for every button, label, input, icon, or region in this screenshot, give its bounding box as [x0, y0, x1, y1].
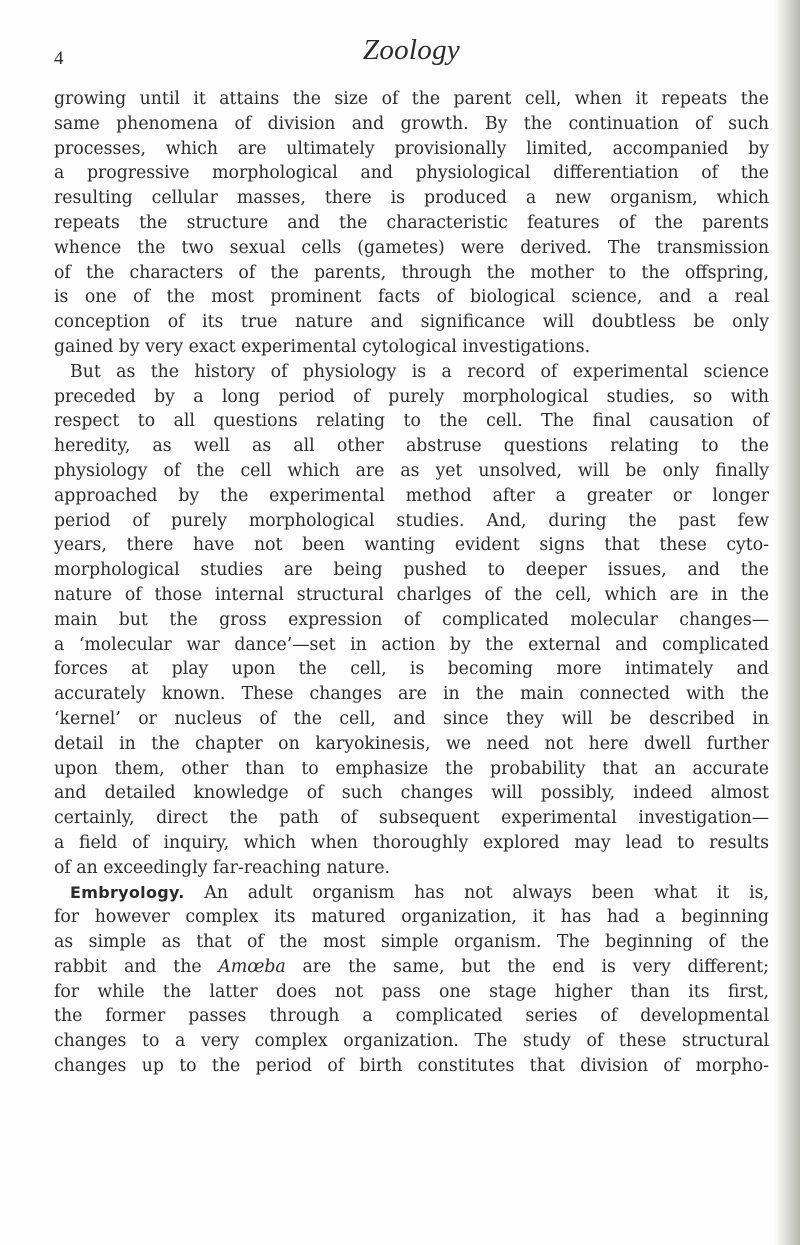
text-line: of an exceedingly far-reaching nature.: [54, 857, 390, 878]
text-line: years, there have not been wanting evident signs that these cyto-: [54, 535, 769, 556]
text-line: morphological studies are being pushed to deeper issues, and the: [54, 560, 769, 581]
section-heading: Embryology.: [70, 882, 185, 902]
italic-term: Amœba: [218, 956, 286, 977]
text-line: respect to all questions relating to the cell. The final causation of: [54, 411, 769, 432]
text-line: is one of the most prominent facts of biological science, and a real: [54, 287, 769, 308]
text-line: gained by very exact experimental cytological investigations.: [54, 336, 591, 357]
text-line: But as the history of physiology is a record of experimental science: [70, 361, 769, 382]
text-line: preceded by a long period of purely morphological studies, so with: [54, 386, 769, 407]
text-line: processes, which are ultimately provisionally limited, accompanied by: [54, 138, 769, 159]
text-line: as simple as that of the most simple organism. The beginning of the: [54, 932, 769, 953]
text-line: forces at play upon the cell, is becoming more intimately and: [54, 659, 769, 680]
text-line: ‘kernel’ or nucleus of the cell, and since they will be described in: [54, 708, 769, 729]
paragraph-2: [54, 360, 769, 881]
text-line: and detailed knowledge of such changes will possibly, indeed almost: [54, 783, 769, 804]
text-line-mixed: [54, 955, 769, 980]
text-line: approached by the experimental method after a greater or longer: [54, 485, 769, 506]
paragraph-1: [54, 87, 769, 360]
text-line: for while the latter does not pass one stage higher than its first,: [54, 981, 769, 1002]
page-edge-shadow: [774, 0, 800, 1245]
text-line: resulting cellular masses, there is produced a new organism, which: [54, 188, 769, 209]
page-number: 4: [54, 48, 64, 69]
text-line: repeats the structure and the characteristic features of the parents: [54, 212, 769, 233]
text-run: are the same, but the end is very different;: [285, 956, 769, 977]
text-line: growing until it attains the size of the parent cell, when it repeats the: [54, 89, 769, 109]
text-line: a field of inquiry, which when thoroughly explored may lead to results: [54, 832, 769, 853]
text-line: physiology of the cell which are as yet unsolved, will be only finally: [54, 460, 769, 481]
paragraph-3: [54, 881, 769, 1079]
text-line: of the characters of the parents, through the mother to the offspring,: [54, 262, 769, 283]
text-run: rabbit and the: [54, 956, 219, 977]
text-line: accurately known. These changes are in the main connected with the: [54, 684, 769, 705]
text-line: period of purely morphological studies. And, during the past few: [54, 510, 769, 531]
body-text: [54, 87, 769, 1079]
running-head: [54, 34, 769, 78]
text-line: detail in the chapter on karyokinesis, we need not here dwell further: [54, 733, 769, 754]
text-run: An adult organism has not always been what it is,: [204, 882, 769, 903]
text-line: the former passes through a complicated series of developmental: [54, 1006, 769, 1027]
text-line-with-heading: [54, 881, 769, 906]
text-line: main but the gross expression of complicated molecular changes—: [54, 609, 769, 630]
text-line: for however complex its matured organization, it has had a beginning: [54, 907, 769, 928]
text-line: a progressive morphological and physiological differentiation of the: [54, 163, 769, 184]
text-line: same phenomena of division and growth. By the continuation of such: [54, 113, 769, 134]
text-line: certainly, direct the path of subsequent experimental investigation—: [54, 808, 769, 829]
text-line: conception of its true nature and significance will doubtless be only: [54, 312, 769, 333]
text-line: a ‘molecular war dance’—set in action by the external and complicated: [54, 634, 769, 655]
text-line: heredity, as well as all other abstruse questions relating to the: [54, 436, 769, 457]
text-line: upon them, other than to emphasize the probability that an accurate: [54, 758, 769, 779]
text-line: nature of those internal structural charlges of the cell, which are in the: [54, 584, 769, 605]
text-line: changes to a very complex organization. The study of these structural: [54, 1031, 769, 1052]
text-line: whence the two sexual cells (gametes) were derived. The transmission: [54, 237, 769, 258]
running-title: Zoology: [362, 34, 461, 66]
text-line: changes up to the period of birth constitutes that division of morpho-: [54, 1056, 769, 1077]
